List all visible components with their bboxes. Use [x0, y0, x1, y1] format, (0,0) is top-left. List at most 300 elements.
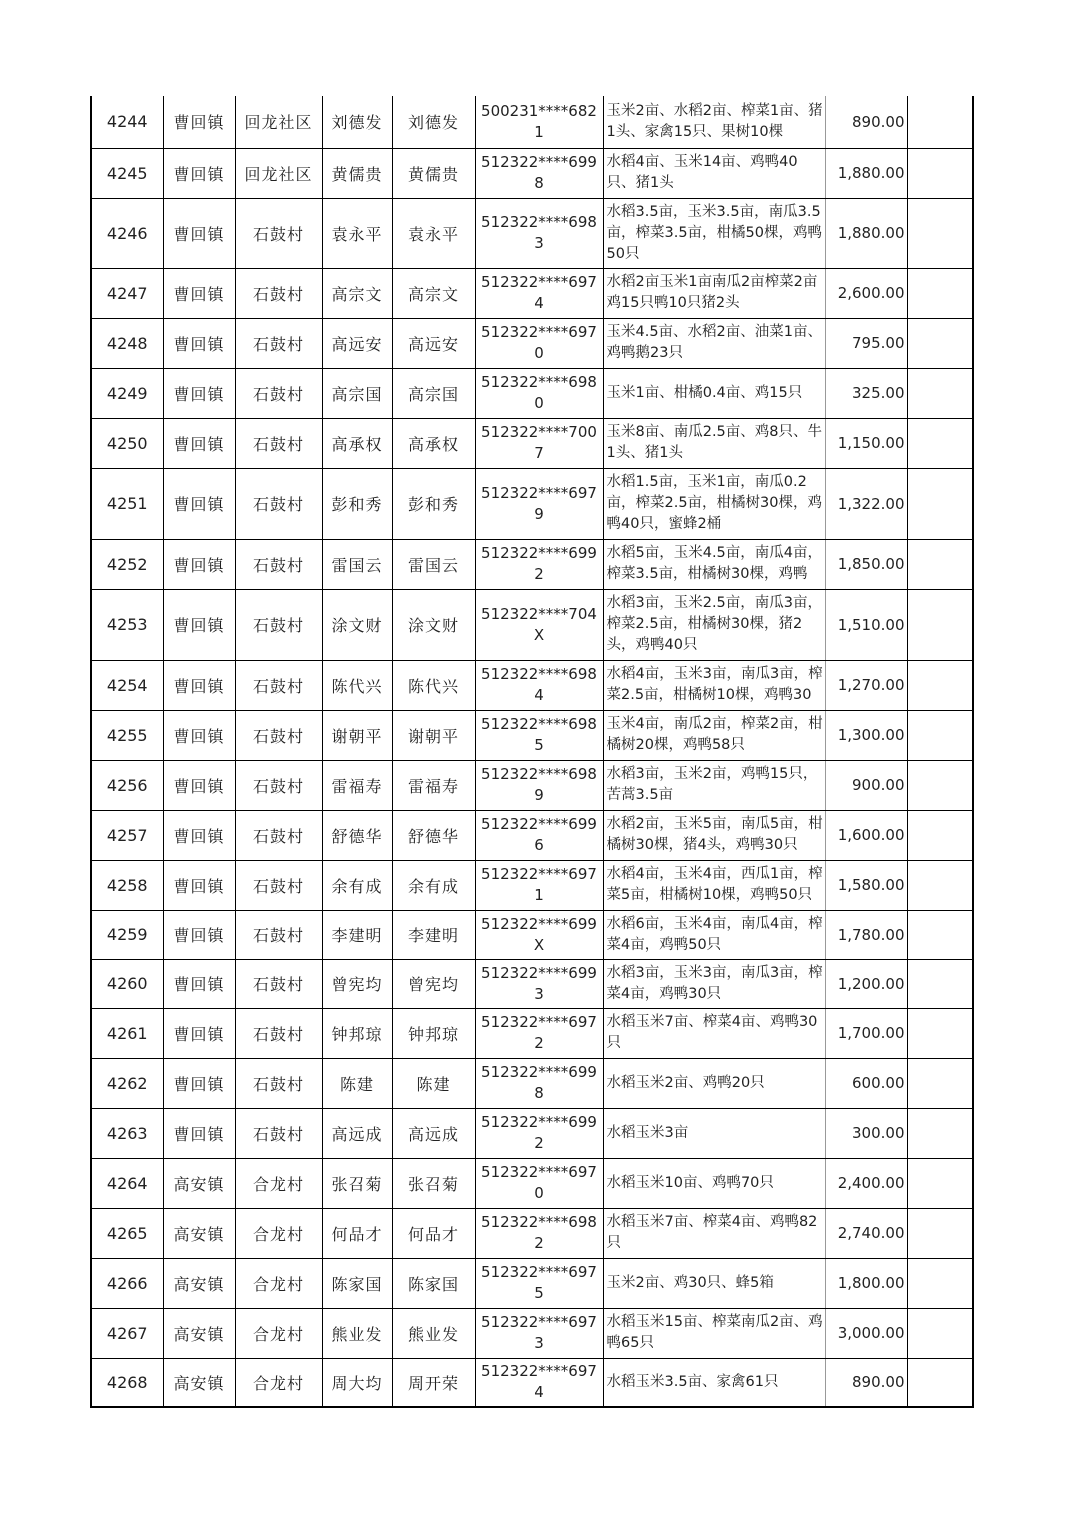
description-cell: [603, 1108, 825, 1158]
account-holder-cell: [392, 368, 475, 418]
description-cell-text: 水稻4亩，玉米4亩，西瓜1亩，榨菜5亩，柑橘树10棵，鸡鸭50只: [606, 866, 823, 903]
id-number-cell-text: 512322****6992: [481, 544, 597, 583]
amount-cell-text: 1,300.00: [837, 726, 905, 744]
remark-cell: [907, 810, 973, 860]
amount-cell-text: 1,780.00: [837, 925, 905, 944]
remark-cell: [907, 1308, 973, 1358]
record-number-text: 4250: [106, 433, 148, 453]
amount-cell: [825, 148, 907, 198]
amount-cell-text: 890.00: [852, 1373, 905, 1392]
town-cell: [163, 910, 235, 959]
amount-cell-text: 325.00: [852, 384, 905, 402]
amount-cell-text: 1,510.00: [837, 615, 905, 634]
table-row: [91, 468, 973, 539]
town-cell-text: 高安镇: [173, 1274, 225, 1294]
town-cell-text: 曹回镇: [173, 555, 225, 575]
table-row: [91, 589, 973, 660]
record-number: [91, 959, 163, 1008]
description-cell-text: 玉米4亩，南瓜2亩，榨菜2亩，柑橘树20棵，鸡鸭58只: [606, 716, 823, 753]
amount-cell-text: 1,850.00: [837, 555, 905, 573]
record-number: [91, 268, 163, 318]
amount-cell-text: 1,880.00: [837, 224, 905, 242]
remark-cell: [907, 760, 973, 810]
village-cell-text: 石鼓村: [252, 495, 304, 514]
name-cell-text: 张召菊: [331, 1174, 383, 1194]
id-number-cell: [475, 910, 603, 959]
amount-cell-text: 1,580.00: [837, 876, 905, 894]
record-number-text: 4248: [106, 333, 148, 353]
description-cell-text: 玉米2亩、鸡30只、蜂5箱: [606, 1274, 774, 1291]
amount-cell-text: 1,150.00: [837, 434, 905, 452]
record-number: [91, 468, 163, 539]
table-row: [91, 1158, 973, 1208]
table-row: [91, 760, 973, 810]
record-number-text: 4255: [106, 725, 148, 745]
id-number-cell: [475, 760, 603, 810]
record-number-text: 4265: [106, 1223, 148, 1243]
record-number: [91, 539, 163, 589]
id-number-cell: [475, 418, 603, 468]
name-cell: [322, 539, 392, 589]
record-number-text: 4256: [106, 775, 148, 795]
town-cell: [163, 810, 235, 860]
village-cell: [235, 1108, 322, 1158]
name-cell-text: 高远成: [331, 1124, 383, 1144]
amount-cell: [825, 760, 907, 810]
town-cell: [163, 468, 235, 539]
record-number: [91, 1308, 163, 1358]
town-cell: [163, 959, 235, 1008]
name-cell-text: 涂文财: [331, 616, 383, 635]
account-holder-cell-text: 舒德华: [407, 826, 459, 846]
village-cell-text: 合龙村: [252, 1274, 304, 1294]
village-cell: [235, 760, 322, 810]
village-cell-text: 石鼓村: [252, 826, 304, 846]
record-number-text: 4254: [106, 675, 148, 695]
description-cell-text: 水稻4亩、玉米14亩、鸡鸭40只、猪1头: [606, 154, 798, 191]
name-cell: [322, 860, 392, 910]
amount-cell-text: 1,200.00: [837, 974, 905, 993]
id-number-cell: [475, 268, 603, 318]
town-cell-text: 曹回镇: [173, 434, 225, 454]
account-holder-cell: [392, 1108, 475, 1158]
name-cell-text: 周大均: [331, 1373, 383, 1393]
town-cell: [163, 418, 235, 468]
amount-cell-text: 2,740.00: [837, 1224, 905, 1242]
amount-cell: [825, 910, 907, 959]
village-cell-text: 合龙村: [252, 1174, 304, 1194]
town-cell: [163, 1108, 235, 1158]
village-cell-text: 合龙村: [252, 1373, 304, 1393]
description-cell-text: 水稻3亩，玉米2亩，鸡鸭15只，苦蒿3.5亩: [606, 766, 818, 803]
id-number-cell: [475, 1308, 603, 1358]
account-holder-cell: [392, 1058, 475, 1108]
account-holder-cell: [392, 468, 475, 539]
amount-cell: [825, 268, 907, 318]
remark-cell: [907, 1108, 973, 1158]
description-cell-text: 玉米2亩、水稻2亩、榨菜1亩、猪1头、家禽15只、果树10棵: [606, 102, 823, 140]
id-number-cell: [475, 660, 603, 710]
account-holder-cell: [392, 589, 475, 660]
id-number-cell: [475, 468, 603, 539]
name-cell-text: 高承权: [331, 434, 383, 454]
account-holder-cell: [392, 760, 475, 810]
town-cell: [163, 1158, 235, 1208]
village-cell: [235, 268, 322, 318]
amount-cell: [825, 368, 907, 418]
amount-cell: [825, 710, 907, 760]
account-holder-cell-text: 熊业发: [407, 1324, 459, 1344]
account-holder-cell-text: 雷福寿: [407, 776, 459, 796]
description-cell: [603, 1358, 825, 1407]
town-cell: [163, 1008, 235, 1058]
id-number-cell-text: 512322****6972: [481, 1013, 597, 1052]
account-holder-cell-text: 高宗文: [407, 284, 459, 304]
amount-cell-text: 890.00: [852, 112, 905, 131]
amount-cell: [825, 1008, 907, 1058]
id-number-cell-text: 512322****6996: [481, 815, 597, 854]
name-cell: [322, 1058, 392, 1108]
village-cell: [235, 539, 322, 589]
amount-cell-text: 1,600.00: [837, 826, 905, 844]
account-holder-cell: [392, 959, 475, 1008]
description-cell: [603, 1308, 825, 1358]
town-cell-text: 高安镇: [173, 1174, 225, 1194]
record-number: [91, 318, 163, 368]
name-cell: [322, 959, 392, 1008]
name-cell: [322, 1108, 392, 1158]
village-cell-text: 石鼓村: [252, 676, 304, 696]
town-cell: [163, 1358, 235, 1407]
name-cell: [322, 418, 392, 468]
description-cell: [603, 910, 825, 959]
name-cell-text: 舒德华: [331, 826, 383, 846]
table-row: [91, 1258, 973, 1308]
town-cell: [163, 268, 235, 318]
village-cell-text: 石鼓村: [252, 975, 304, 994]
description-cell: [603, 468, 825, 539]
name-cell-text: 余有成: [331, 876, 383, 896]
account-holder-cell-text: 黄儒贵: [407, 164, 459, 184]
amount-cell: [825, 418, 907, 468]
name-cell-text: 刘德发: [331, 113, 383, 133]
village-cell: [235, 318, 322, 368]
amount-cell: [825, 1108, 907, 1158]
account-holder-cell: [392, 198, 475, 268]
village-cell-text: 合龙村: [252, 1224, 304, 1244]
description-cell: [603, 1058, 825, 1108]
record-number-text: 4253: [106, 615, 148, 634]
account-holder-cell-text: 涂文财: [407, 616, 459, 635]
town-cell-text: 高安镇: [173, 1224, 225, 1244]
town-cell-text: 高安镇: [173, 1324, 225, 1344]
amount-cell: [825, 1208, 907, 1258]
description-cell: [603, 1258, 825, 1308]
remark-cell: [907, 660, 973, 710]
village-cell: [235, 910, 322, 959]
remark-cell: [907, 418, 973, 468]
name-cell-text: 高远安: [331, 334, 383, 354]
remark-cell: [907, 468, 973, 539]
amount-cell-text: 1,322.00: [837, 494, 905, 513]
village-cell: [235, 710, 322, 760]
name-cell: [322, 589, 392, 660]
table-row: [91, 1358, 973, 1407]
record-number-text: 4252: [106, 554, 148, 574]
description-cell-text: 水稻5亩，玉米4.5亩，南瓜4亩，榨菜3.5亩，柑橘树30棵，鸡鸭: [606, 545, 823, 582]
record-number: [91, 760, 163, 810]
description-cell-text: 玉米8亩、南瓜2.5亩、鸡8只、牛1头、猪1头: [606, 424, 823, 461]
id-number-cell-text: 512322****699X: [481, 914, 597, 954]
name-cell: [322, 810, 392, 860]
account-holder-cell-text: 高远安: [407, 334, 459, 354]
record-number-text: 4262: [106, 1073, 148, 1093]
town-cell: [163, 660, 235, 710]
village-cell: [235, 589, 322, 660]
account-holder-cell-text: 高远成: [407, 1124, 459, 1144]
amount-cell: [825, 1358, 907, 1407]
remark-cell: [907, 318, 973, 368]
name-cell-text: 陈代兴: [331, 676, 383, 696]
id-number-cell-text: 512322****6982: [481, 1213, 597, 1252]
town-cell-text: 曹回镇: [173, 334, 225, 354]
account-holder-cell: [392, 1008, 475, 1058]
amount-cell: [825, 860, 907, 910]
description-cell: [603, 418, 825, 468]
remark-cell: [907, 368, 973, 418]
description-cell-text: 玉米4.5亩、水稻2亩、油菜1亩、鸡鸭鹅23只: [606, 324, 823, 361]
subsidy-table: [90, 96, 974, 1408]
id-number-cell: [475, 860, 603, 910]
village-cell: [235, 1208, 322, 1258]
id-number-cell-text: 512322****6992: [481, 1113, 597, 1152]
remark-cell: [907, 860, 973, 910]
amount-cell: [825, 1258, 907, 1308]
description-cell-text: 水稻6亩，玉米4亩，南瓜4亩，榨菜4亩，鸡鸭50只: [606, 915, 823, 953]
amount-cell-text: 1,700.00: [837, 1024, 905, 1042]
remark-cell: [907, 959, 973, 1008]
name-cell: [322, 660, 392, 710]
account-holder-cell: [392, 1308, 475, 1358]
record-number-text: 4266: [106, 1273, 148, 1293]
amount-cell-text: 300.00: [852, 1124, 905, 1142]
description-cell: [603, 660, 825, 710]
id-number-cell-text: 512322****6974: [481, 1362, 597, 1402]
town-cell-text: 曹回镇: [173, 876, 225, 896]
account-holder-cell-text: 高承权: [407, 434, 459, 454]
town-cell: [163, 1058, 235, 1108]
account-holder-cell-text: 余有成: [407, 876, 459, 896]
amount-cell-text: 795.00: [852, 334, 905, 352]
description-cell-text: 玉米1亩、柑橘0.4亩、鸡15只: [606, 384, 803, 401]
village-cell: [235, 96, 322, 148]
table-row: [91, 1108, 973, 1158]
table-row: [91, 96, 973, 148]
record-number-text: 4268: [106, 1372, 148, 1392]
village-cell: [235, 418, 322, 468]
table-row: [91, 418, 973, 468]
id-number-cell: [475, 148, 603, 198]
description-cell-text: 水稻玉米2亩、鸡鸭20只: [606, 1074, 765, 1091]
id-number-cell: [475, 318, 603, 368]
record-number: [91, 96, 163, 148]
id-number-cell: [475, 959, 603, 1008]
account-holder-cell-text: 李建明: [407, 926, 459, 945]
record-number: [91, 1058, 163, 1108]
description-cell: [603, 1158, 825, 1208]
name-cell: [322, 1308, 392, 1358]
village-cell-text: 合龙村: [252, 1324, 304, 1344]
id-number-cell: [475, 710, 603, 760]
town-cell: [163, 1308, 235, 1358]
town-cell: [163, 1258, 235, 1308]
town-cell: [163, 368, 235, 418]
description-cell: [603, 860, 825, 910]
record-number: [91, 1358, 163, 1407]
name-cell-text: 陈建: [339, 1074, 374, 1094]
account-holder-cell: [392, 660, 475, 710]
table-row: [91, 1008, 973, 1058]
id-number-cell-text: 512322****6979: [481, 483, 597, 523]
amount-cell: [825, 959, 907, 1008]
id-number-cell: [475, 1208, 603, 1258]
description-cell: [603, 760, 825, 810]
name-cell-text: 曾宪均: [331, 975, 383, 994]
account-holder-cell-text: 钟邦琼: [407, 1024, 459, 1044]
remark-cell: [907, 539, 973, 589]
description-cell: [603, 959, 825, 1008]
village-cell-text: 回龙社区: [244, 164, 313, 184]
village-cell-text: 石鼓村: [252, 876, 304, 896]
record-number-text: 4261: [106, 1023, 148, 1043]
town-cell-text: 曹回镇: [173, 1024, 225, 1044]
account-holder-cell: [392, 148, 475, 198]
account-holder-cell: [392, 96, 475, 148]
amount-cell-text: 2,600.00: [837, 284, 905, 302]
description-cell-text: 水稻3.5亩，玉米3.5亩，南瓜3.5亩，榨菜3.5亩，柑橘50棵，鸡鸭50只: [606, 203, 823, 262]
town-cell-text: 曹回镇: [173, 384, 225, 404]
record-number-text: 4267: [106, 1323, 148, 1343]
name-cell-text: 雷国云: [331, 555, 383, 575]
village-cell: [235, 810, 322, 860]
id-number-cell: [475, 1358, 603, 1407]
record-number: [91, 1208, 163, 1258]
town-cell: [163, 710, 235, 760]
account-holder-cell: [392, 418, 475, 468]
record-number: [91, 368, 163, 418]
id-number-cell-text: 512322****6984: [481, 665, 597, 704]
amount-cell-text: 1,880.00: [837, 164, 905, 182]
record-number-text: 4258: [106, 875, 148, 895]
table-row: [91, 268, 973, 318]
name-cell: [322, 760, 392, 810]
village-cell-text: 石鼓村: [252, 1124, 304, 1144]
village-cell-text: 回龙社区: [244, 113, 313, 133]
name-cell: [322, 268, 392, 318]
village-cell: [235, 148, 322, 198]
amount-cell: [825, 1058, 907, 1108]
village-cell: [235, 1058, 322, 1108]
record-number: [91, 148, 163, 198]
town-cell-text: 曹回镇: [173, 826, 225, 846]
account-holder-cell-text: 曾宪均: [407, 975, 459, 994]
table-row: [91, 368, 973, 418]
name-cell-text: 李建明: [331, 926, 383, 945]
village-cell: [235, 959, 322, 1008]
account-holder-cell: [392, 1258, 475, 1308]
id-number-cell: [475, 96, 603, 148]
name-cell: [322, 1258, 392, 1308]
name-cell: [322, 198, 392, 268]
description-cell: [603, 268, 825, 318]
table-row: [91, 318, 973, 368]
id-number-cell-text: 512322****6983: [481, 213, 597, 252]
town-cell-text: 曹回镇: [173, 726, 225, 746]
remark-cell: [907, 589, 973, 660]
table-row: [91, 860, 973, 910]
record-number: [91, 198, 163, 268]
record-number-text: 4247: [106, 283, 148, 303]
amount-cell-text: 1,800.00: [837, 1274, 905, 1292]
town-cell: [163, 318, 235, 368]
account-holder-cell-text: 陈家国: [407, 1274, 459, 1294]
account-holder-cell: [392, 268, 475, 318]
name-cell: [322, 468, 392, 539]
table-row: [91, 1308, 973, 1358]
town-cell-text: 曹回镇: [173, 113, 225, 133]
village-cell: [235, 660, 322, 710]
id-number-cell-text: 512322****6971: [481, 865, 597, 904]
name-cell-text: 谢朝平: [331, 726, 383, 746]
village-cell: [235, 198, 322, 268]
record-number-text: 4263: [106, 1123, 148, 1143]
amount-cell: [825, 539, 907, 589]
id-number-cell-text: 512322****6985: [481, 715, 597, 754]
name-cell-text: 袁永平: [331, 224, 383, 244]
record-number-text: 4260: [106, 974, 148, 993]
account-holder-cell: [392, 710, 475, 760]
name-cell-text: 高宗文: [331, 284, 383, 304]
account-holder-cell-text: 刘德发: [407, 113, 459, 133]
id-number-cell: [475, 810, 603, 860]
town-cell-text: 曹回镇: [173, 676, 225, 696]
record-number-text: 4257: [106, 825, 148, 845]
record-number: [91, 1258, 163, 1308]
name-cell: [322, 710, 392, 760]
id-number-cell: [475, 1158, 603, 1208]
account-holder-cell-text: 彭和秀: [407, 495, 459, 514]
record-number-text: 4244: [106, 112, 148, 132]
record-number-text: 4264: [106, 1173, 148, 1193]
description-cell: [603, 198, 825, 268]
remark-cell: [907, 1058, 973, 1108]
description-cell-text: 水稻3亩，玉米3亩，南瓜3亩，榨菜4亩，鸡鸭30只: [606, 964, 823, 1002]
village-cell-text: 石鼓村: [252, 284, 304, 304]
description-cell-text: 水稻玉米3.5亩、家禽61只: [606, 1373, 779, 1390]
town-cell: [163, 860, 235, 910]
remark-cell: [907, 1358, 973, 1407]
description-cell: [603, 589, 825, 660]
description-cell-text: 水稻玉米7亩、榨菜4亩、鸡鸭30只: [606, 1014, 818, 1051]
name-cell: [322, 318, 392, 368]
remark-cell: [907, 1008, 973, 1058]
name-cell: [322, 1208, 392, 1258]
amount-cell: [825, 810, 907, 860]
record-number: [91, 589, 163, 660]
id-number-cell-text: 512322****6998: [481, 1063, 597, 1102]
description-cell: [603, 1208, 825, 1258]
table-row: [91, 148, 973, 198]
